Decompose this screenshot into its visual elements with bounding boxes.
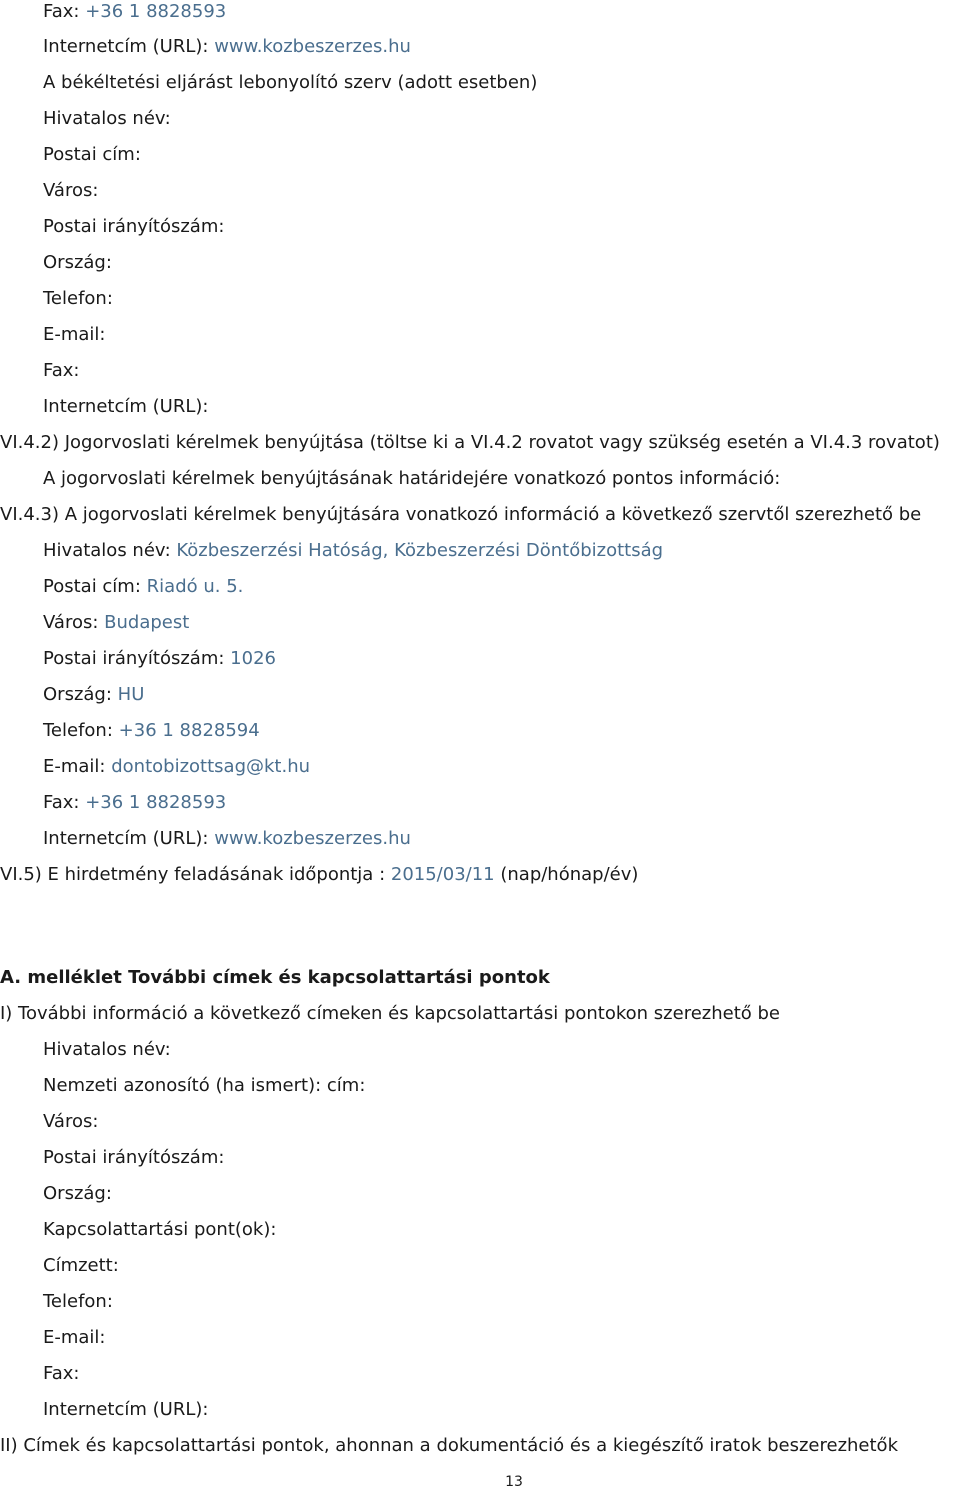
annex-title: A. melléklet További címek és kapcsolattartási pontok: [0, 967, 550, 988]
annex-email: E-mail:: [43, 1327, 106, 1348]
email-link[interactable]: dontobizottsag@kt.hu: [111, 756, 311, 777]
url-link[interactable]: www.kozbeszerzes.hu: [214, 828, 411, 849]
field-postai-cim: Postai cím:: [43, 144, 141, 165]
field-telefon: Telefon:: [43, 288, 113, 309]
label: Telefon:: [43, 720, 113, 741]
label: Postai irányítószám:: [43, 648, 225, 669]
label: Postai cím:: [43, 576, 141, 597]
fax-label: Fax:: [43, 1, 80, 22]
vi43-iranyitoszam: [43, 647, 276, 671]
field-orszag: Ország:: [43, 252, 112, 273]
annex-section-2: II) Címek és kapcsolattartási pontok, ahonnan a dokumentáció és a kiegészítő iratok beszerezhetők: [0, 1435, 898, 1456]
field-hivatalos-nev: Hivatalos név:: [43, 108, 171, 129]
annex-postai-iranyitoszam: Postai irányítószám:: [43, 1147, 225, 1168]
label: Fax:: [43, 792, 80, 813]
annex-kapcsolattartasi-pont: Kapcsolattartási pont(ok):: [43, 1219, 277, 1240]
label: Internetcím (URL):: [43, 828, 209, 849]
value: Budapest: [104, 612, 190, 633]
label: Város:: [43, 612, 99, 633]
url-label: Internetcím (URL):: [43, 36, 209, 57]
annex-orszag: Ország:: [43, 1183, 112, 1204]
page-number: 13: [505, 1474, 523, 1490]
section-vi42-heading: VI.4.2) Jogorvoslati kérelmek benyújtása (töltse ki a VI.4.2 rovatot vagy szükség esetén a VI.4.3 rovatot): [0, 432, 940, 453]
vi43-orszag: [43, 683, 144, 707]
value: Közbeszerzési Hatóság, Közbeszerzési Döntőbizottság: [176, 540, 664, 561]
annex-section-1: I) További információ a következő címeken és kapcsolattartási pontokon szerezhető be: [0, 1003, 780, 1024]
vi43-postai-cim: [43, 575, 243, 599]
annex-cimzett: Címzett:: [43, 1255, 119, 1276]
value: +36 1 8828594: [118, 720, 260, 741]
fax-line: [43, 0, 226, 24]
value: HU: [117, 684, 145, 705]
fax-value: +36 1 8828593: [85, 1, 227, 22]
field-email: E-mail:: [43, 324, 106, 345]
url-link[interactable]: www.kozbeszerzes.hu: [214, 36, 411, 57]
vi43-url: [43, 827, 411, 851]
field-internetcim: Internetcím (URL):: [43, 396, 209, 417]
section-vi42-info: A jogorvoslati kérelmek benyújtásának határidejére vonatkozó pontos információ:: [43, 468, 781, 489]
annex-varos: Város:: [43, 1111, 99, 1132]
url-line: [43, 35, 411, 59]
label: Ország:: [43, 684, 112, 705]
field-fax: Fax:: [43, 360, 80, 381]
annex-hivatalos-nev: Hivatalos név:: [43, 1039, 171, 1060]
vi43-hivatalos-nev: [43, 539, 663, 563]
vi5-label: VI.5) E hirdetmény feladásának időpontja :: [0, 864, 386, 885]
annex-fax: Fax:: [43, 1363, 80, 1384]
field-postai-iranyitoszam: Postai irányítószám:: [43, 216, 225, 237]
value: 1026: [230, 648, 276, 669]
value: Riadó u. 5.: [146, 576, 244, 597]
vi5-date: 2015/03/11: [390, 864, 495, 885]
section-vi43-heading: VI.4.3) A jogorvoslati kérelmek benyújtására vonatkozó információ a következő szervtől szerezhető be: [0, 504, 922, 525]
vi43-fax: [43, 791, 226, 815]
section-vi5: [0, 863, 638, 887]
label: E-mail:: [43, 756, 106, 777]
review-body-heading: A békéltetési eljárást lebonyolító szerv (adott esetben): [43, 72, 538, 93]
field-varos: Város:: [43, 180, 99, 201]
vi43-telefon: [43, 719, 260, 743]
vi43-varos: [43, 611, 189, 635]
label: Hivatalos név:: [43, 540, 171, 561]
annex-internetcim: Internetcím (URL):: [43, 1399, 209, 1420]
annex-telefon: Telefon:: [43, 1291, 113, 1312]
value: +36 1 8828593: [85, 792, 227, 813]
annex-nemzeti-azonosito: Nemzeti azonosító (ha ismert): cím:: [43, 1075, 366, 1096]
vi43-email: [43, 755, 310, 779]
vi5-format: (nap/hónap/év): [500, 864, 639, 885]
